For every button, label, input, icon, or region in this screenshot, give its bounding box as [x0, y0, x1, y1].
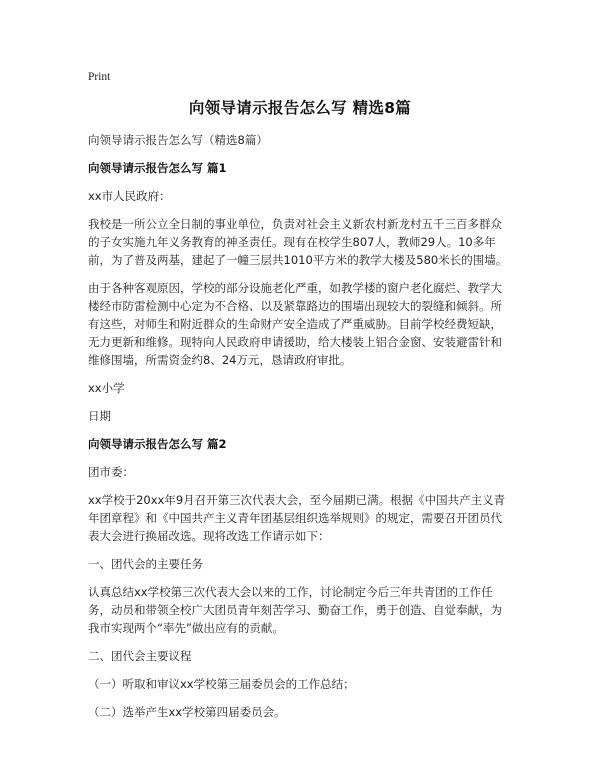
- item-text-1: 认真总结xx学校第三次代表大会以来的工作，讨论制定今后三年共青团的工作任务，动员和带领全校广大团员青年刻苦学习、勤奋工作，勇于创造、自觉奉献，为我市实现两个“率先”做出应有的贡献。: [88, 585, 502, 635]
- document-body: [88, 131, 512, 731]
- salutation-1: xx市人民政府：: [88, 189, 171, 203]
- item-title-2: 二、团代会主要议程: [88, 649, 192, 663]
- agenda-item-2: （二）选举产生xx学校第四届委员会。: [88, 705, 286, 719]
- item-title-1: 一、团代会的主要任务: [88, 557, 203, 571]
- paragraph-1-2: 由于各种客观原因，学校的部分设施老化严重，如教学楼的窗户老化腐烂、教学大楼经市防雷检测中心定为不合格、以及紧靠路边的围墙出现较大的裂缝和倾斜。所有这些，对师生和附近群众的生命财产安全造成了严重威胁。目前学校经费短缺，无力更新和维修。现特向人民政府申请援助，给大楼装上铝合金窗、安装避雷针和维修围墙，所需资金约8、24万元，恳请政府审批。: [88, 281, 502, 367]
- print-label: Print: [88, 71, 111, 83]
- salutation-2: 团市委：: [88, 465, 134, 479]
- section-heading-2: 向领导请示报告怎么写 篇2: [88, 437, 227, 451]
- document-subtitle: 向领导请示报告怎么写（精选8篇）: [88, 133, 268, 147]
- date-1: 日期: [88, 409, 111, 423]
- agenda-item-1: （一）听取和审议xx学校第三届委员会的工作总结；: [88, 677, 355, 691]
- paragraph-2-1: xx学校于20xx年9月召开第三次代表大会，至今届期已满。根据《中国共产主义青年团章程》和《中国共产主义青年团基层组织选举规则》的规定，需要召开团员代表大会进行换届改选。现将改选工作请示如下：: [88, 493, 506, 543]
- section-heading-1: 向领导请示报告怎么写 篇1: [88, 161, 227, 175]
- signature-1: xx小学: [88, 381, 125, 395]
- paragraph-1-1: 我校是一所公立全日制的事业单位，负责对社会主义新农村新龙村五千三百多群众的子女实施九年义务教育的神圣责任。现有在校学生807人，教师29人。10多年前，为了普及两基，建起了一幢三层共1010平方米的教学大楼及580米长的围墙。: [88, 217, 508, 267]
- document-title: 向领导请示报告怎么写 精选8篇: [188, 99, 412, 117]
